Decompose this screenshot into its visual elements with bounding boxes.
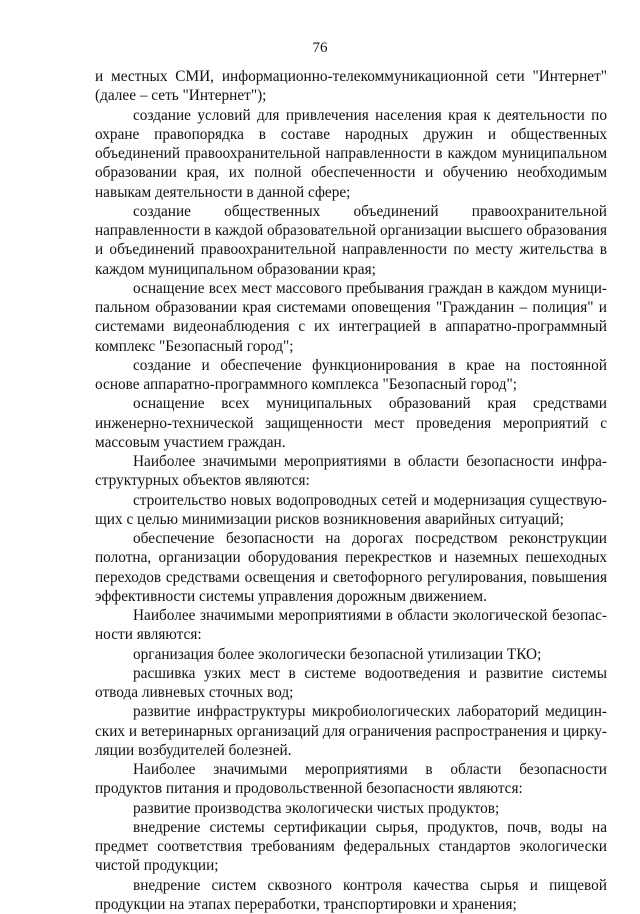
paragraph: организация более экологически безопасной утилизации ТКО; xyxy=(95,645,607,664)
paragraph: обеспечение безопасности на дорогах посредством реконструкции полотна, организации оборудования перекрестков и наземных пешеходных переходов средствами освещения и светофорного регулирования, повышения эффективности системы управления дорожным движением. xyxy=(95,529,607,606)
paragraph: строительство новых водопроводных сетей и модернизация существующих с целью минимизации рисков возникновения аварийных ситуаций; xyxy=(95,491,607,530)
paragraph: Наиболее значимыми мероприятиями в области безопасности продуктов питания и продовольственной безопасности являются: xyxy=(95,760,607,799)
paragraph: оснащение всех мест массового пребывания граждан в каждом муниципальном образовании края системами оповещения "Гражданин – полиция" и системами видеонаблюдения с их интеграцией в аппаратно-программный комплекс "Безопасный город"; xyxy=(95,279,607,356)
paragraph: внедрение систем сквозного контроля качества сырья и пищевой продукции на этапах переработки, транспортировки и хранения; xyxy=(95,876,607,914)
paragraph: развитие инфраструктуры микробиологических лабораторий медицинских и ветеринарных организаций для ограничения распространения и циркуляции возбудителей болезней. xyxy=(95,702,607,760)
paragraph: расшивка узких мест в системе водоотведения и развитие системы отвода ливневых сточных вод; xyxy=(95,664,607,703)
paragraph: оснащение всех муниципальных образований края средствами инженерно-технической защищенности мест проведения мероприятий с массовым участием граждан. xyxy=(95,394,607,452)
paragraph: Наиболее значимыми мероприятиями в области экологической безопасности являются: xyxy=(95,606,607,645)
paragraph: внедрение системы сертификации сырья, продуктов, почв, воды на предмет соответствия требованиям федеральных стандартов экологически чистой продукции; xyxy=(95,818,607,876)
body-text xyxy=(95,67,607,914)
paragraph: и местных СМИ, информационно-телекоммуникационной сети "Интернет" (далее – сеть "Интернет"); xyxy=(95,67,607,106)
paragraph: Наиболее значимыми мероприятиями в области безопасности инфраструктурных объектов являются: xyxy=(95,452,607,491)
paragraph: развитие производства экологически чистых продуктов; xyxy=(95,799,607,818)
paragraph: создание и обеспечение функционирования в крае на постоянной основе аппаратно-программного комплекса "Безопасный город"; xyxy=(95,356,607,395)
page-number: 76 xyxy=(0,40,640,57)
paragraph: создание общественных объединений правоохранительной направленности в каждой образовательной организации высшего образования и объединений правоохранительной направленности по месту жительства в каждом муниципальном образовании края; xyxy=(95,202,607,279)
paragraph: создание условий для привлечения населения края к деятельности по охране правопорядка в составе народных дружин и общественных объединений правоохранительной направленности в каждом муниципальном образовании края, их полной обеспеченности и обучению необходимым навыкам деятельности в данной сфере; xyxy=(95,106,607,202)
